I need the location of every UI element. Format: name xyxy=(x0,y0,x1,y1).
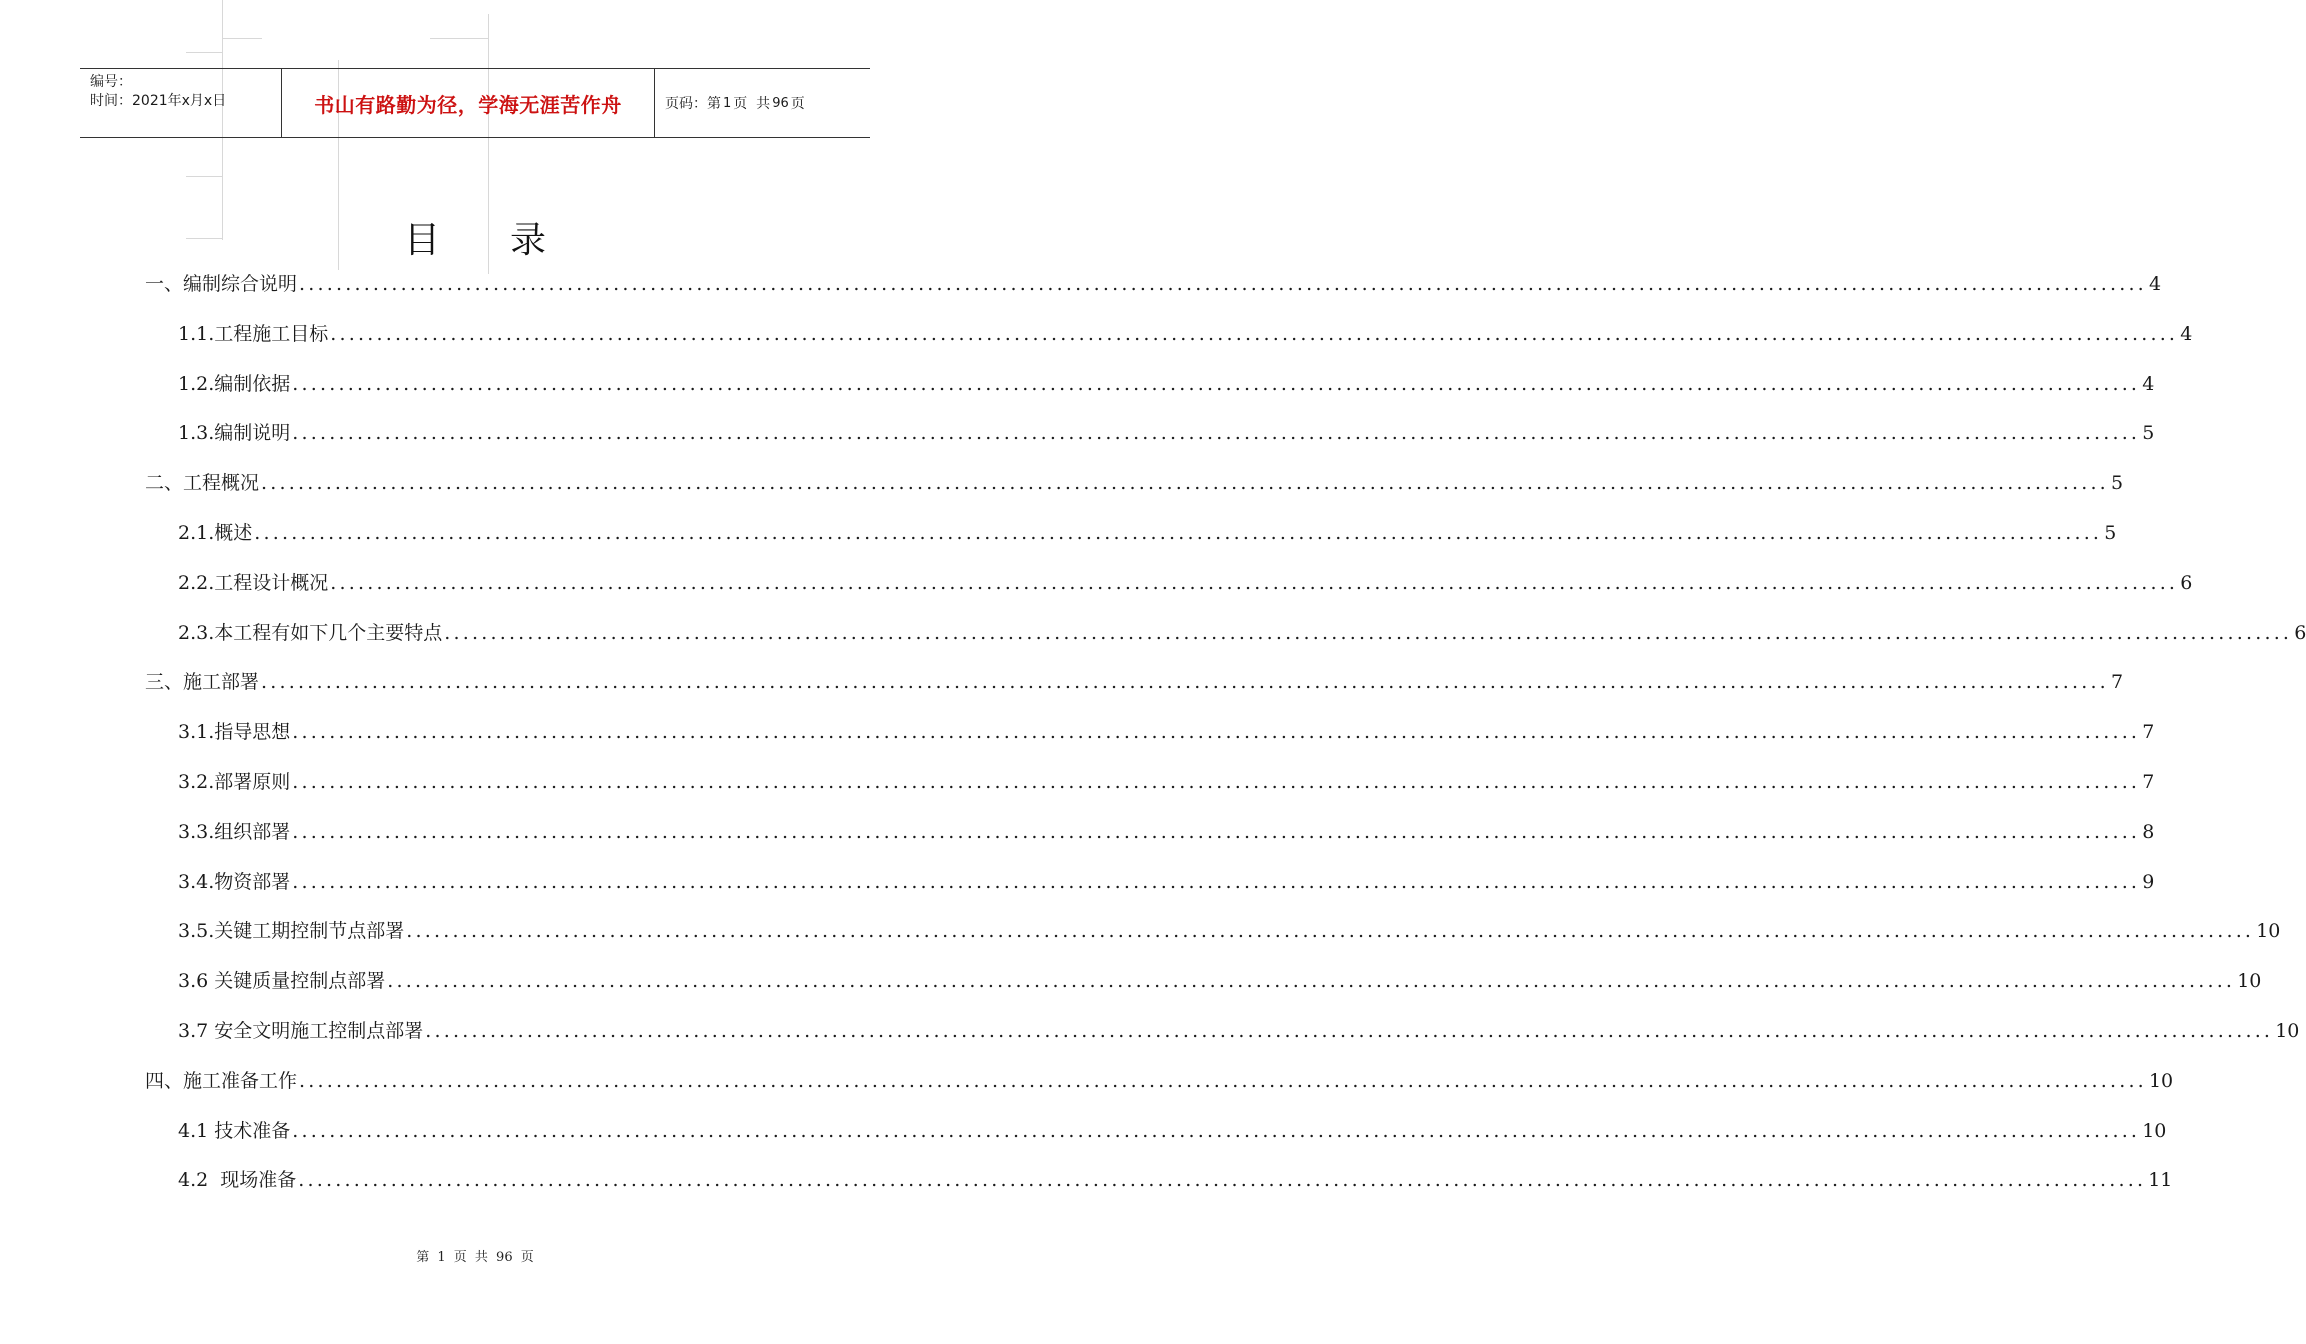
page-total: 96 xyxy=(772,95,789,111)
toc-entry[interactable] xyxy=(145,616,2306,666)
toc-leader-dots: ........................................................................................................................................................................................................ xyxy=(292,820,2141,843)
toc-entry-label: 3.1.指导思想 xyxy=(178,721,291,744)
toc-leader-dots: ........................................................................................................................................................................................................ xyxy=(292,422,2141,445)
toc-entry-label: 4.1 技术准备 xyxy=(178,1119,291,1142)
toc-entry-page: 10 xyxy=(2256,920,2281,943)
toc-entry-label: 1.2.编制依据 xyxy=(178,372,291,395)
crop-mark xyxy=(430,38,488,39)
toc-entry-page: 4 xyxy=(2148,273,2162,295)
toc-entry-page: 9 xyxy=(2142,870,2155,893)
toc-entry-label: 2.1.概述 xyxy=(178,521,253,544)
toc-entry-page: 8 xyxy=(2142,820,2155,843)
toc-entry-label: 四、施工准备工作 xyxy=(145,1069,298,1092)
toc-entry-label: 3.5.关键工期控制节点部署 xyxy=(178,920,405,943)
time-label: 时间：2021年x月x日 xyxy=(90,93,227,109)
toc-leader-dots: ........................................................................................................................................................................................................ xyxy=(425,1019,2274,1042)
toc-entry-label: 1.1.工程施工目标 xyxy=(178,322,329,345)
toc-leader-dots: ........................................................................................................................................................................................................ xyxy=(299,1069,2147,1092)
toc-entry-label: 二、工程概况 xyxy=(145,472,260,495)
toc-leader-dots: ........................................................................................................................................................................................................ xyxy=(292,770,2141,793)
toc-entry[interactable] xyxy=(145,317,2193,367)
toc-leader-dots: ........................................................................................................................................................................................................ xyxy=(254,521,2103,544)
toc-entry[interactable] xyxy=(145,1114,2167,1164)
toc-leader-dots: ........................................................................................................................................................................................................ xyxy=(330,322,2179,345)
toc-entry[interactable] xyxy=(145,367,2155,417)
toc-entry[interactable] xyxy=(145,1064,2174,1114)
toc-entry-page: 7 xyxy=(2142,770,2155,793)
toc-leader-dots: ........................................................................................................................................................................................................ xyxy=(298,1169,2147,1192)
crop-mark xyxy=(222,38,262,39)
toc-entry[interactable] xyxy=(145,865,2155,915)
toc-entry[interactable] xyxy=(145,665,2124,715)
header-motto-cell xyxy=(282,69,655,137)
toc-entry[interactable] xyxy=(145,765,2155,815)
page-mid: 页 共 xyxy=(733,96,771,112)
table-of-contents xyxy=(145,267,2306,1213)
crop-mark xyxy=(186,176,222,177)
toc-entry[interactable] xyxy=(145,914,2281,964)
toc-entry-page: 4 xyxy=(2142,372,2155,395)
toc-entry-label: 3.6 关键质量控制点部署 xyxy=(178,970,386,993)
toc-leader-dots: ........................................................................................................................................................................................................ xyxy=(330,571,2179,594)
toc-entry-page: 7 xyxy=(2110,671,2124,694)
toc-entry[interactable] xyxy=(145,566,2193,616)
toc-entry[interactable] xyxy=(145,1014,2300,1064)
crop-mark xyxy=(186,52,222,53)
toc-entry-label: 2.3.本工程有如下几个主要特点 xyxy=(178,621,443,644)
toc-entry-page: 10 xyxy=(2142,1119,2167,1142)
toc-entry[interactable] xyxy=(145,1163,2173,1213)
toc-leader-dots: ........................................................................................................................................................................................................ xyxy=(406,920,2255,943)
toc-entry[interactable] xyxy=(145,715,2155,765)
toc-entry-label: 3.2.部署原则 xyxy=(178,770,291,793)
toc-leader-dots: ........................................................................................................................................................................................................ xyxy=(292,1119,2141,1142)
toc-entry-page: 5 xyxy=(2142,422,2155,445)
toc-entry-page: 5 xyxy=(2110,472,2124,495)
toc-entry-label: 3.4.物资部署 xyxy=(178,870,291,893)
toc-entry-page: 5 xyxy=(2104,521,2117,544)
toc-entry[interactable] xyxy=(145,466,2124,516)
toc-leader-dots: ........................................................................................................................................................................................................ xyxy=(299,273,2147,295)
number-label: 编号： xyxy=(90,74,132,90)
toc-entry[interactable] xyxy=(145,964,2262,1014)
toc-entry-label: 3.7 安全文明施工控制点部署 xyxy=(178,1019,424,1042)
header-page-cell xyxy=(655,69,870,137)
toc-title: 目录 xyxy=(403,220,616,261)
toc-entry[interactable] xyxy=(145,416,2155,466)
toc-entry-label: 4.2 现场准备 xyxy=(178,1169,297,1192)
toc-leader-dots: ........................................................................................................................................................................................................ xyxy=(444,621,2293,644)
page-prefix: 页码：第 xyxy=(665,96,721,112)
toc-entry-page: 11 xyxy=(2148,1169,2173,1192)
toc-entry-page: 6 xyxy=(2294,621,2306,644)
motto-text: 书山有路勤为径，学海无涯苦作舟 xyxy=(314,92,622,117)
toc-entry-page: 4 xyxy=(2180,322,2193,345)
toc-entry-page: 10 xyxy=(2237,970,2262,993)
page-footer: 第 1 页 共 96 页 xyxy=(416,1250,534,1265)
toc-leader-dots: ........................................................................................................................................................................................................ xyxy=(261,472,2109,495)
toc-entry-label: 三、施工部署 xyxy=(145,671,260,694)
toc-entry-label: 1.3.编制说明 xyxy=(178,422,291,445)
document-header xyxy=(80,68,870,138)
toc-entry[interactable] xyxy=(145,267,2162,317)
toc-leader-dots: ........................................................................................................................................................................................................ xyxy=(387,970,2236,993)
toc-leader-dots: ........................................................................................................................................................................................................ xyxy=(292,870,2141,893)
toc-entry-page: 10 xyxy=(2275,1019,2300,1042)
toc-leader-dots: ........................................................................................................................................................................................................ xyxy=(261,671,2109,694)
page-current: 1 xyxy=(723,95,732,111)
toc-leader-dots: ........................................................................................................................................................................................................ xyxy=(292,372,2141,395)
toc-entry-label: 3.3.组织部署 xyxy=(178,820,291,843)
toc-entry-label: 2.2.工程设计概况 xyxy=(178,571,329,594)
toc-entry-page: 6 xyxy=(2180,571,2193,594)
toc-entry[interactable] xyxy=(145,516,2117,566)
header-info-cell xyxy=(80,69,282,137)
toc-entry-page: 7 xyxy=(2142,721,2155,744)
toc-entry-page: 10 xyxy=(2148,1069,2174,1092)
toc-entry-label: 一、编制综合说明 xyxy=(145,273,298,295)
toc-leader-dots: ........................................................................................................................................................................................................ xyxy=(292,721,2141,744)
toc-entry[interactable] xyxy=(145,815,2155,865)
page-suffix: 页 xyxy=(790,96,805,112)
